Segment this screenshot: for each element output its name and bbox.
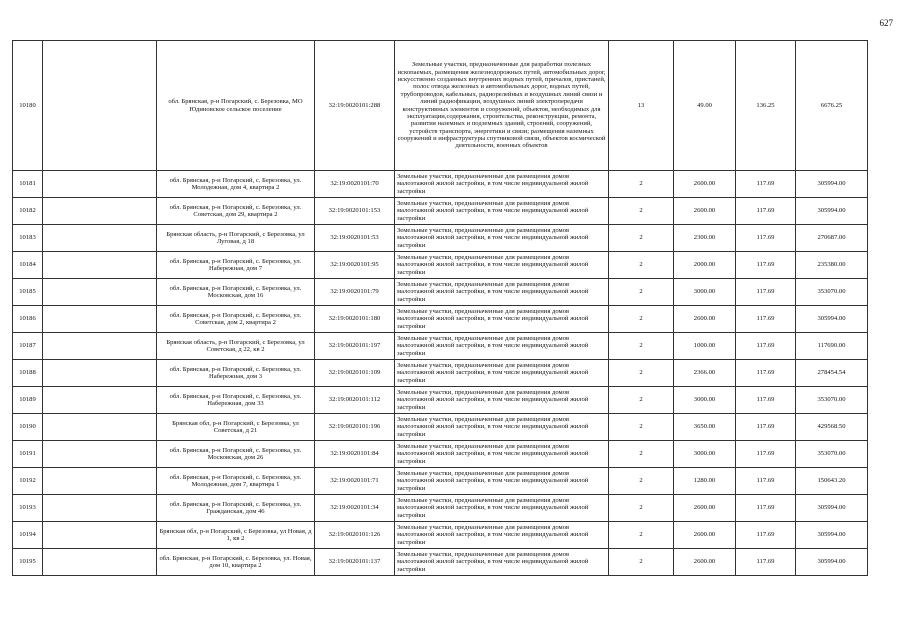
cadastral-value-cell: 150643.20 [796,468,868,495]
category-cell: 2 [609,279,674,306]
empty-cell [43,468,157,495]
address-cell: обл. Брянская, р-н Погарский, с. Березовка, ул. Советская, дом 29, квартира 2 [157,198,315,225]
row-number: 10190 [13,414,43,441]
table-row [13,279,868,306]
cadastral-number-cell: 32:19:0020101:137 [315,549,395,576]
cadastral-value-cell: 305994.00 [796,522,868,549]
table-row [13,387,868,414]
row-number: 10195 [13,549,43,576]
land-use-purpose-cell: Земельные участки, предназначенные для размещения домов малоэтажной жилой застройки, в том числе индивидуальной жилой застройки [395,549,609,576]
area-cell: 3000.00 [674,387,736,414]
row-number: 10189 [13,387,43,414]
row-number: 10191 [13,441,43,468]
row-number: 10185 [13,279,43,306]
cadastral-number-cell: 32:19:0020101:79 [315,279,395,306]
specific-value-cell: 117.69 [736,306,796,333]
cadastral-value-cell: 117690.00 [796,333,868,360]
category-cell: 2 [609,198,674,225]
area-cell: 2366.00 [674,360,736,387]
table-row [13,171,868,198]
cadastral-number-cell: 32:19:0020101:180 [315,306,395,333]
cadastral-value-cell: 305994.00 [796,306,868,333]
table-row [13,468,868,495]
table-row [13,441,868,468]
cadastral-number-cell: 32:19:0020101:109 [315,360,395,387]
land-use-purpose-cell: Земельные участки, предназначенные для размещения домов малоэтажной жилой застройки, в том числе индивидуальной жилой застройки [395,414,609,441]
cadastral-value-cell: 305994.00 [796,549,868,576]
address-cell: Брянская область, р-н Погарский, с Березовка, ул Советская, д 22, кв 2 [157,333,315,360]
land-use-purpose-cell: Земельные участки, предназначенные для размещения домов малоэтажной жилой застройки, в том числе индивидуальной жилой застройки [395,495,609,522]
row-number: 10182 [13,198,43,225]
table-row [13,225,868,252]
category-cell: 2 [609,522,674,549]
area-cell: 2600.00 [674,522,736,549]
cadastral-number-cell: 32:19:0020101:288 [315,41,395,171]
empty-cell [43,41,157,171]
area-cell: 3000.00 [674,279,736,306]
cadastral-value-cell: 305994.00 [796,171,868,198]
cadastral-value-cell: 353070.00 [796,387,868,414]
table-row [13,495,868,522]
area-cell: 2600.00 [674,549,736,576]
area-cell: 2600.00 [674,171,736,198]
cadastral-number-cell: 32:19:0020101:53 [315,225,395,252]
table-row [13,414,868,441]
row-number: 10184 [13,252,43,279]
land-use-purpose-cell: Земельные участки, предназначенные для размещения домов малоэтажной жилой застройки, в том числе индивидуальной жилой застройки [395,387,609,414]
specific-value-cell: 117.69 [736,252,796,279]
category-cell: 13 [609,41,674,171]
area-cell: 2600.00 [674,306,736,333]
cadastral-number-cell: 32:19:0020101:34 [315,495,395,522]
address-cell: обл. Брянская, р-н Погарский, с. Березовка, ул. Набережная, дом 3 [157,360,315,387]
cadastral-number-cell: 32:19:0020101:126 [315,522,395,549]
cadastral-number-cell: 32:19:0020101:71 [315,468,395,495]
category-cell: 2 [609,495,674,522]
specific-value-cell: 117.69 [736,441,796,468]
cadastral-number-cell: 32:19:0020101:84 [315,441,395,468]
area-cell: 1000.00 [674,333,736,360]
address-cell: обл. Брянская, р-н Погарский, с. Березовка, ул. Новая, дом 10, квартира 2 [157,549,315,576]
empty-cell [43,171,157,198]
cadastral-number-cell: 32:19:0020101:197 [315,333,395,360]
empty-cell [43,441,157,468]
category-cell: 2 [609,360,674,387]
address-cell: обл. Брянская, р-н Погарский, с. Березовка, МО Юдиновское сельское поселение [157,41,315,171]
row-number: 10194 [13,522,43,549]
empty-cell [43,333,157,360]
page-number: 627 [879,18,893,28]
empty-cell [43,225,157,252]
empty-cell [43,279,157,306]
area-cell: 1280.00 [674,468,736,495]
empty-cell [43,522,157,549]
specific-value-cell: 117.69 [736,225,796,252]
specific-value-cell: 117.69 [736,333,796,360]
area-cell: 2600.00 [674,198,736,225]
specific-value-cell: 117.69 [736,495,796,522]
row-number: 10193 [13,495,43,522]
land-use-purpose-cell: Земельные участки, предназначенные для размещения домов малоэтажной жилой застройки, в том числе индивидуальной жилой застройки [395,333,609,360]
category-cell: 2 [609,333,674,360]
table-row [13,252,868,279]
row-number: 10183 [13,225,43,252]
cadastral-number-cell: 32:19:0020101:112 [315,387,395,414]
row-number: 10192 [13,468,43,495]
address-cell: обл. Брянская, р-н Погарский, с. Березовка, ул. Московская, дом 16 [157,279,315,306]
cadastral-number-cell: 32:19:0020101:196 [315,414,395,441]
table-row [13,306,868,333]
cadastral-number-cell: 32:19:0020101:70 [315,171,395,198]
address-cell: Брянская обл, р-н Погарский, с Березовка, ул Новая, д 1, кв 2 [157,522,315,549]
area-cell: 3650.00 [674,414,736,441]
cadastral-value-cell: 270687.00 [796,225,868,252]
land-use-purpose-cell: Земельные участки, предназначенные для размещения домов малоэтажной жилой застройки, в том числе индивидуальной жилой застройки [395,468,609,495]
cadastral-value-cell: 353070.00 [796,441,868,468]
address-cell: обл. Брянская, р-н Погарский, с. Березовка, ул. Молодежная, дом 7, квартира 1 [157,468,315,495]
row-number: 10181 [13,171,43,198]
cadastral-value-cell: 235380.00 [796,252,868,279]
land-use-purpose-cell: Земельные участки, предназначенные для размещения домов малоэтажной жилой застройки, в том числе индивидуальной жилой застройки [395,306,609,333]
address-cell: обл. Брянская, р-н Погарский, с. Березовка, ул. Набережная, дом 33 [157,387,315,414]
address-cell: обл. Брянская, р-н Погарский, с. Березовка, ул. Советская, дом 2, квартира 2 [157,306,315,333]
area-cell: 3000.00 [674,441,736,468]
area-cell: 2600.00 [674,495,736,522]
cadastral-value-cell: 429568.50 [796,414,868,441]
cadastral-value-cell: 278454.54 [796,360,868,387]
specific-value-cell: 117.69 [736,360,796,387]
land-use-purpose-cell: Земельные участки, предназначенные для размещения домов малоэтажной жилой застройки, в том числе индивидуальной жилой застройки [395,252,609,279]
table-row [13,333,868,360]
empty-cell [43,252,157,279]
table-row [13,198,868,225]
empty-cell [43,198,157,225]
land-use-purpose-cell: Земельные участки, предназначенные для размещения домов малоэтажной жилой застройки, в том числе индивидуальной жилой застройки [395,522,609,549]
land-use-purpose-cell: Земельные участки, предназначенные для размещения домов малоэтажной жилой застройки, в том числе индивидуальной жилой застройки [395,225,609,252]
table-row [13,549,868,576]
specific-value-cell: 117.69 [736,171,796,198]
specific-value-cell: 117.69 [736,549,796,576]
category-cell: 2 [609,468,674,495]
category-cell: 2 [609,549,674,576]
cadastral-value-cell: 6676.25 [796,41,868,171]
specific-value-cell: 117.69 [736,198,796,225]
land-use-purpose-cell: Земельные участки, предназначенные для размещения домов малоэтажной жилой застройки, в том числе индивидуальной жилой застройки [395,441,609,468]
table-row [13,41,868,171]
cadastral-value-cell: 353070.00 [796,279,868,306]
address-cell: обл. Брянская, р-н Погарский, с. Березовка, ул. Набережная, дом 7 [157,252,315,279]
specific-value-cell: 117.69 [736,522,796,549]
table-row [13,360,868,387]
category-cell: 2 [609,441,674,468]
address-cell: Брянская обл, р-н Погарский, с Березовка, ул Советская, д 21 [157,414,315,441]
empty-cell [43,549,157,576]
specific-value-cell: 117.69 [736,414,796,441]
area-cell: 2300.00 [674,225,736,252]
category-cell: 2 [609,306,674,333]
empty-cell [43,360,157,387]
land-use-purpose-cell: Земельные участки, предназначенные для размещения домов малоэтажной жилой застройки, в том числе индивидуальной жилой застройки [395,171,609,198]
category-cell: 2 [609,414,674,441]
address-cell: обл. Брянская, р-н Погарский, с. Березовка, ул. Молодежная, дом 4, квартира 2 [157,171,315,198]
empty-cell [43,495,157,522]
row-number: 10187 [13,333,43,360]
area-cell: 49.00 [674,41,736,171]
land-use-purpose-cell: Земельные участки, предназначенные для размещения домов малоэтажной жилой застройки, в том числе индивидуальной жилой застройки [395,279,609,306]
specific-value-cell: 117.69 [736,387,796,414]
cadastral-number-cell: 32:19:0020101:153 [315,198,395,225]
table-row [13,522,868,549]
address-cell: Брянская область, р-н Погарский, с Березовка, ул Луговая, д 18 [157,225,315,252]
specific-value-cell: 117.69 [736,468,796,495]
empty-cell [43,414,157,441]
empty-cell [43,306,157,333]
category-cell: 2 [609,225,674,252]
land-use-purpose-cell: Земельные участки, предназначенные для размещения домов малоэтажной жилой застройки, в том числе индивидуальной жилой застройки [395,198,609,225]
table-body [13,41,868,576]
row-number: 10180 [13,41,43,171]
cadastral-value-cell: 305994.00 [796,198,868,225]
address-cell: обл. Брянская, р-н Погарский, с. Березовка, ул. Московская, дом 26 [157,441,315,468]
land-register-table [12,40,868,576]
land-use-purpose-cell: Земельные участки, предназначенные для размещения домов малоэтажной жилой застройки, в том числе индивидуальной жилой застройки [395,360,609,387]
row-number: 10186 [13,306,43,333]
category-cell: 2 [609,387,674,414]
row-number: 10188 [13,360,43,387]
area-cell: 2000.00 [674,252,736,279]
land-use-purpose-cell: Земельные участки, предназначенные для разработки полезных ископаемых, размещения железнодорожных путей, автомобильных дорог, искусственно созданных внутренних водных путей, причалов, пристаней, полос отвода железных и автомобильных дорог, водных путей, трубопроводов, кабельных, радиорелейных и воздушных линий связи и линий радиофикации, воздушных линий электропередачи конструктивных элементов и сооружений, объектов, необходимых для эксплуатации,содержания, строительства, реконструкции, ремонта, развития наземных и подземных зданий, строений, сооружений, устройств транспорта, энергетики и связи; размещения наземных сооружений и инфраструктуры спутниковой связи, объектов космической деятельности, военных объектов [395,41,609,171]
specific-value-cell: 136.25 [736,41,796,171]
category-cell: 2 [609,171,674,198]
address-cell: обл. Брянская, р-н Погарский, с. Березовка, ул. Гражданская, дом 46 [157,495,315,522]
cadastral-number-cell: 32:19:0020101:95 [315,252,395,279]
cadastral-value-cell: 305994.00 [796,495,868,522]
category-cell: 2 [609,252,674,279]
empty-cell [43,387,157,414]
specific-value-cell: 117.69 [736,279,796,306]
